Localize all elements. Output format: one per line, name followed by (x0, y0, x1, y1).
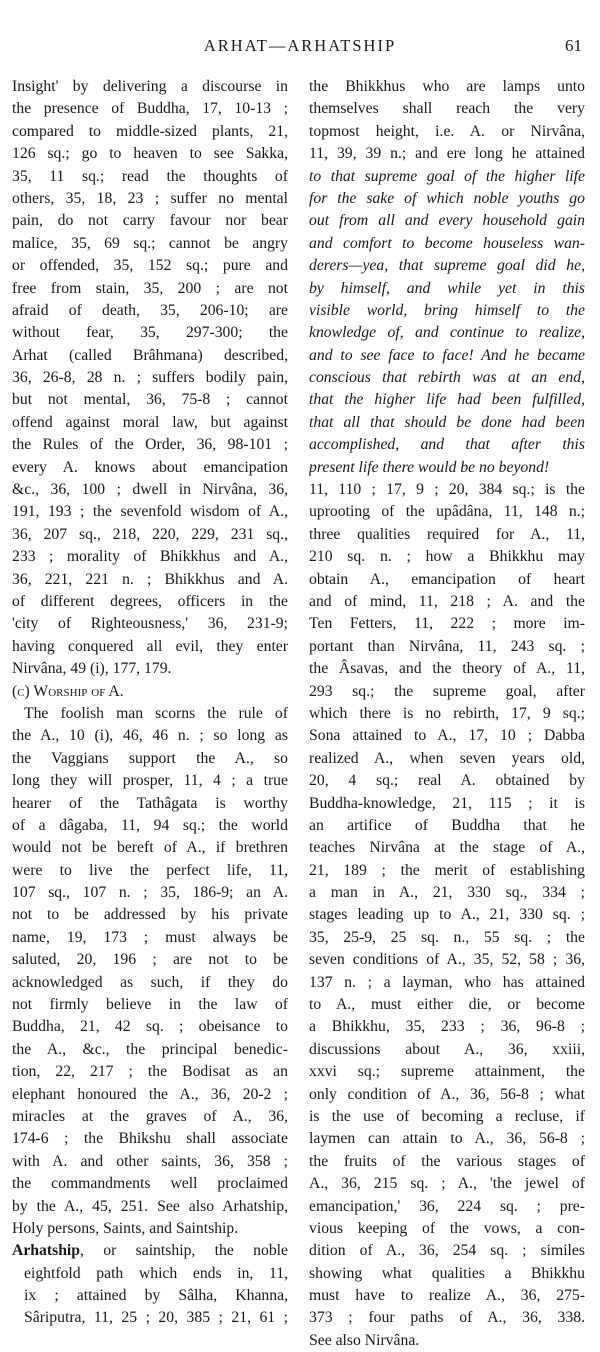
index-line: to that supreme goal of the higher life (309, 167, 585, 185)
index-line: pain, do not carry favour nor bear (12, 212, 288, 230)
index-line: malice, 35, 69 sq.; cannot be angry (12, 234, 288, 252)
index-line: 'city of Righteousness,' 36, 231-9; (12, 615, 288, 633)
left-column (12, 76, 288, 1330)
index-line: tion, 22, 217 ; the Bodisat as an (12, 1063, 288, 1081)
index-line: compared to middle-sized plants, 21, (12, 122, 288, 140)
index-line: and comfort to become houseless wan- (309, 234, 585, 252)
index-line: Ten Fetters, 11, 222 ; more im- (309, 615, 585, 633)
index-line: name, 19, 173 ; must always be (12, 928, 288, 946)
index-line: vious keeping of the vows, a con- (309, 1219, 585, 1237)
entry-headword: Arhatship (12, 1242, 80, 1260)
index-line: with A. and other saints, 36, 358 ; (12, 1152, 288, 1170)
index-line: would not be bereft of A., if brethren (12, 839, 288, 857)
index-line: present life there would be no beyond! (309, 458, 550, 476)
section-heading: (c) Worship of A. (12, 682, 124, 700)
index-line: the presence of Buddha, 17, 10-13 ; (12, 100, 288, 118)
running-head (0, 0, 600, 64)
index-line: The foolish man scorns the rule of (24, 704, 288, 722)
index-line: 191, 193 ; the sevenfold wisdom of A., (12, 503, 288, 521)
index-line: the A., &c., the principal benedic- (12, 1040, 288, 1058)
index-line: and to see face to face! And he became (309, 346, 585, 364)
index-line: offend against moral law, but against (12, 413, 288, 431)
index-line: 126 sq.; go to heaven to see Sakka, (12, 145, 288, 163)
index-line: 35, 25-9, 25 sq. n., 55 sq. ; the (309, 928, 585, 946)
index-line: 35, 11 sq.; read the thoughts of (12, 167, 288, 185)
index-line: stages leading up to A., 21, 330 sq. ; (309, 906, 585, 924)
index-line: seven conditions of A., 35, 52, 58 ; 36, (309, 951, 585, 969)
running-title: ARHAT—ARHATSHIP (203, 36, 397, 55)
index-line: xxvi sq.; supreme attainment, the (309, 1063, 585, 1081)
index-line: 11, 110 ; 17, 9 ; 20, 384 sq.; is the (309, 481, 585, 499)
index-line: Insight' by delivering a discourse in (12, 78, 288, 95)
index-line: out from all and every household gain (309, 212, 585, 230)
index-line: the Âsavas, and the theory of A., 11, (309, 660, 585, 678)
index-line: Buddha-knowledge, 21, 115 ; it is (309, 794, 585, 812)
index-line: having conquered all evil, they enter (12, 637, 288, 655)
index-line: &c., 36, 100 ; dwell in Nirvâna, 36, (12, 481, 288, 499)
index-line: 36, 207 sq., 218, 220, 229, 231 sq., (12, 525, 288, 543)
index-line: 210 sq. n. ; how a Bhikkhu may (309, 548, 585, 566)
index-line: miracles at the graves of A., 36, (12, 1107, 288, 1125)
index-line: the Vaggians support the A., so (12, 749, 288, 767)
index-line: must have to realize A., 36, 275- (309, 1287, 585, 1305)
index-line: 21, 189 ; the merit of establishing (309, 861, 585, 879)
index-line: eightfold path which ends in, 11, (24, 1264, 288, 1282)
index-line: by himself, and while yet in this (309, 279, 585, 297)
index-line: emancipation,' 36, 224 sq. ; pre- (309, 1197, 585, 1215)
index-line: or offended, 35, 152 sq.; pure and (12, 257, 288, 275)
index-line: derers—yea, that supreme goal did he, (309, 257, 585, 275)
index-line: the A., 10 (i), 46, 46 n. ; so long as (12, 727, 288, 745)
index-line: Holy persons, Saints, and Saintship. (12, 1219, 239, 1237)
index-line: conscious that rebirth was at an end, (309, 369, 585, 387)
index-line: Arhatship, or saintship, the noble (12, 1242, 288, 1260)
index-line: a Bhikkhu, 35, 233 ; 36, 96-8 ; (309, 1018, 585, 1036)
index-line: dition of A., 36, 254 sq. ; similes (309, 1242, 585, 1260)
index-line: accomplished, and that after this (309, 436, 585, 454)
index-line: that the higher life had been fulfilled, (309, 391, 585, 409)
index-line: 174-6 ; the Bhikshu shall associate (12, 1130, 288, 1148)
index-line: 233 ; morality of Bhikkhus and A., (12, 548, 288, 566)
index-line: elephant honoured the A., 36, 20-2 ; (12, 1085, 288, 1103)
index-line: the Rules of the Order, 36, 98-101 ; (12, 436, 288, 454)
index-line: Buddha, 21, 42 sq. ; obeisance to (12, 1018, 288, 1036)
index-line: uprooting of the upâdâna, 11, 148 n.; (309, 503, 585, 521)
index-line: realized A., when seven years old, (309, 749, 585, 767)
index-line: 107 sq., 107 n. ; 35, 186-9; an A. (12, 884, 288, 902)
index-line: 373 ; four paths of A., 36, 338. (309, 1309, 585, 1327)
index-line: discussions about A., 36, xxiii, (309, 1040, 585, 1058)
right-column (309, 76, 585, 1352)
index-line: without fear, 35, 297-300; the (12, 324, 288, 342)
index-line: acknowledged as such, if they do (12, 973, 288, 991)
index-line: free from stain, 35, 200 ; are not (12, 279, 288, 297)
index-line: Sona attained to A., 17, 10 ; Dabba (309, 727, 585, 745)
index-line: 36, 221, 221 n. ; Bhikkhus and A. (12, 570, 288, 588)
index-line: ix ; attained by Sâlha, Khanna, (24, 1287, 288, 1305)
index-line: hearer of the Tathâgata is worthy (12, 794, 288, 812)
index-line: 11, 39, 39 n.; and ere long he attained (309, 145, 585, 163)
index-line: Sâriputra, 11, 25 ; 20, 385 ; 21, 61 ; (24, 1309, 288, 1327)
index-line: only condition of A., 36, 56-8 ; what (309, 1085, 585, 1103)
index-line: of different degrees, officers in the (12, 592, 288, 610)
index-line: long they will prosper, 11, 4 ; a true (12, 772, 288, 790)
index-line: showing what qualities a Bhikkhu (309, 1264, 585, 1282)
index-line: the Bhikkhus who are lamps unto (309, 78, 585, 95)
index-line: of a dâgaba, 11, 94 sq.; the world (12, 816, 288, 834)
index-line: not firmly believe in the law of (12, 996, 288, 1014)
index-line: to A., must either die, or become (309, 996, 585, 1014)
index-line: the fruits of the various stages of (309, 1152, 585, 1170)
index-line: saluted, 20, 196 ; are not to be (12, 951, 288, 969)
index-line: that all that should be done had been (309, 413, 585, 431)
index-line: obtain A., emancipation of heart (309, 570, 585, 588)
index-line: every A. knows about emancipation (12, 458, 288, 476)
index-line: for the sake of which noble youths go (309, 189, 585, 207)
index-line: which there is no rebirth, 17, 9 sq.; (309, 704, 585, 722)
index-line: but not mental, 36, 75-8 ; cannot (12, 391, 288, 409)
index-line: is the use of becoming a recluse, if (309, 1107, 585, 1125)
index-line: Nirvâna, 49 (i), 177, 179. (12, 660, 172, 678)
index-line: afraid of death, 35, 206-10; are (12, 301, 288, 319)
index-line: 20, 4 sq.; real A. obtained by (309, 772, 585, 790)
index-line: 36, 26-8, 28 n. ; suffers bodily pain, (12, 369, 288, 387)
index-line: an artifice of Buddha that he (309, 816, 585, 834)
index-line: visible world, bring himself to the (309, 301, 585, 319)
index-line: portant than Nirvâna, 11, 243 sq. ; (309, 637, 585, 655)
index-line: and of mind, 11, 218 ; A. and the (309, 592, 585, 610)
page-number: 61 (565, 36, 582, 55)
index-line: were to live the perfect life, 11, (12, 861, 288, 879)
index-line: three qualities required for A., 11, (309, 525, 585, 543)
index-line: knowledge of, and continue to realize, (309, 324, 585, 342)
index-line: laymen can attain to A., 36, 56-8 ; (309, 1130, 585, 1148)
index-line: themselves shall reach the very (309, 100, 585, 118)
index-line: See also Nirvâna. (309, 1331, 420, 1349)
index-line: 137 n. ; a layman, who has attained (309, 973, 585, 991)
index-line: a man in A., 21, 330 sq., 334 ; (309, 884, 585, 902)
index-line: by the A., 45, 251. See also Arhatship, (12, 1197, 288, 1215)
index-line: not to be addressed by his private (12, 906, 288, 924)
index-line: A., 36, 215 sq. ; A., 'the jewel of (309, 1175, 585, 1193)
index-line: teaches Nirvâna at the stage of A., (309, 839, 585, 857)
index-line: the commandments well proclaimed (12, 1175, 288, 1193)
index-line: others, 35, 18, 23 ; suffer no mental (12, 189, 288, 207)
index-line: Arhat (called Brâhmana) described, (12, 346, 288, 364)
index-line: topmost height, i.e. A. or Nirvâna, (309, 122, 585, 140)
index-line: 293 sq.; the supreme goal, after (309, 682, 585, 700)
